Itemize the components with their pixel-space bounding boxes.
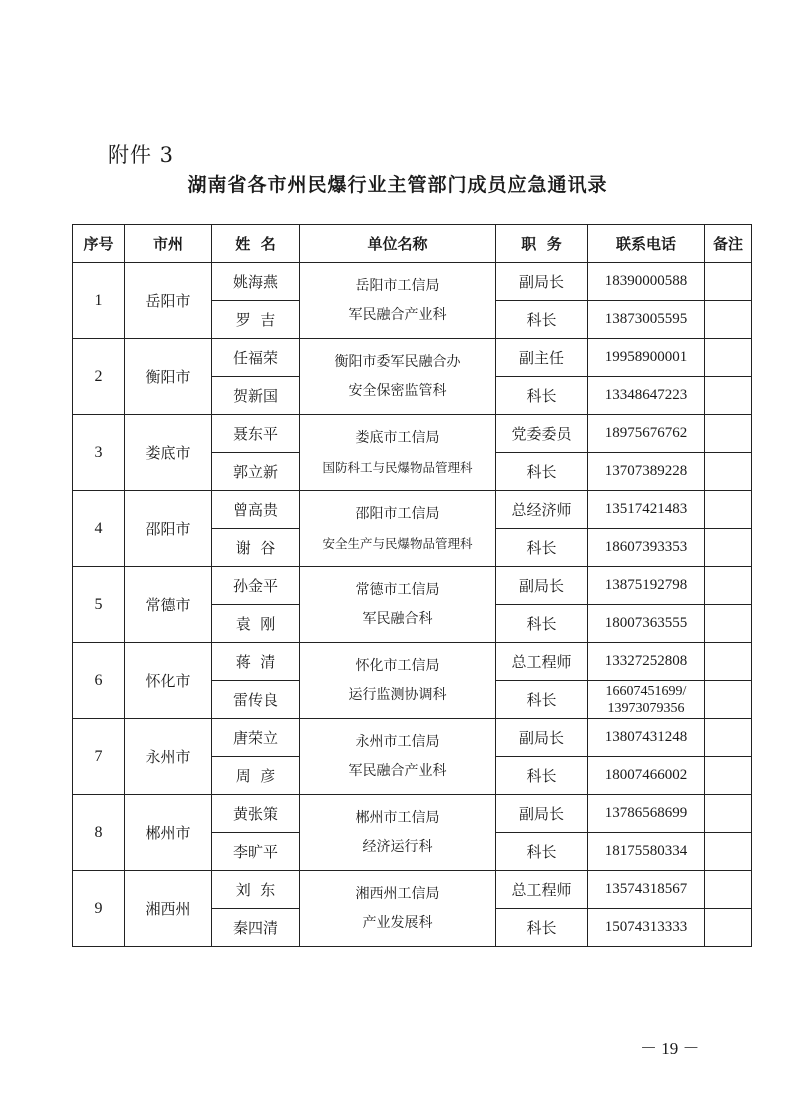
phone-cell (588, 833, 705, 871)
table-row (73, 415, 752, 453)
member-name-cell: 任福荣 (212, 339, 300, 377)
note-cell (705, 681, 752, 719)
member-name-cell: 雷传良 (212, 681, 300, 719)
header-title: 职 务 (496, 225, 588, 263)
member-name-cell: 聂东平 (212, 415, 300, 453)
unit-cell (300, 339, 496, 415)
note-cell (705, 833, 752, 871)
table-row (73, 795, 752, 833)
phone-number: 18007363555 (604, 615, 688, 631)
unit-line: 安全生产与民爆物品管理科 (322, 535, 473, 551)
member-title-cell: 科长 (496, 453, 588, 491)
unit-line: 娄底市工信局 (355, 429, 440, 446)
city-cell: 岳阳市 (125, 263, 212, 339)
member-title-cell: 总经济师 (496, 491, 588, 529)
phone-cell (588, 795, 705, 833)
city-cell: 常德市 (125, 567, 212, 643)
phone-number: 19958900001 (604, 349, 688, 365)
note-cell (705, 529, 752, 567)
phone-number: 13327252808 (604, 653, 688, 669)
page-number: － 19 － (640, 1039, 700, 1058)
table-row (73, 567, 752, 605)
unit-line: 军民融合产业科 (348, 306, 447, 323)
seq-cell: 7 (73, 719, 125, 795)
header-phone: 联系电话 (588, 225, 705, 263)
member-name-cell: 李旷平 (212, 833, 300, 871)
member-title-cell: 副局长 (496, 263, 588, 301)
note-cell (705, 871, 752, 909)
header-row (73, 225, 752, 263)
member-name-cell: 谢 谷 (212, 529, 300, 567)
header-name: 姓 名 (212, 225, 300, 263)
phone-cell (588, 491, 705, 529)
phone-number: 15074313333 (604, 919, 688, 935)
header-unit: 单位名称 (300, 225, 496, 263)
member-name-cell: 唐荣立 (212, 719, 300, 757)
unit-line: 湘西州工信局 (355, 885, 440, 902)
city-cell: 郴州市 (125, 795, 212, 871)
phone-number: 13875192798 (604, 577, 688, 593)
unit-cell (300, 643, 496, 719)
member-title-cell: 科长 (496, 605, 588, 643)
note-cell (705, 567, 752, 605)
phone-number: 18607393353 (604, 539, 688, 555)
city-cell: 湘西州 (125, 871, 212, 947)
header-seq: 序号 (73, 225, 125, 263)
note-cell (705, 263, 752, 301)
phone-cell (588, 529, 705, 567)
unit-line: 军民融合科 (362, 610, 433, 627)
unit-line: 安全保密监管科 (348, 382, 447, 399)
note-cell (705, 643, 752, 681)
phone-cell (588, 567, 705, 605)
phone-cell (588, 719, 705, 757)
city-cell: 邵阳市 (125, 491, 212, 567)
city-cell: 娄底市 (125, 415, 212, 491)
table-row (73, 719, 752, 757)
unit-cell (300, 491, 496, 567)
note-cell (705, 491, 752, 529)
seq-cell: 3 (73, 415, 125, 491)
phone-cell (588, 643, 705, 681)
unit-line: 郴州市工信局 (355, 809, 440, 826)
member-title-cell: 科长 (496, 909, 588, 947)
note-cell (705, 605, 752, 643)
member-title-cell: 副局长 (496, 719, 588, 757)
phone-number: 18007466002 (604, 767, 688, 783)
member-name-cell: 秦四清 (212, 909, 300, 947)
phone-cell (588, 871, 705, 909)
note-cell (705, 757, 752, 795)
phone-cell (588, 757, 705, 795)
unit-cell (300, 719, 496, 795)
seq-cell: 8 (73, 795, 125, 871)
table-row (73, 871, 752, 909)
seq-cell: 9 (73, 871, 125, 947)
header-city: 市州 (125, 225, 212, 263)
member-name-cell: 黄张策 (212, 795, 300, 833)
document-title: 湖南省各市州民爆行业主管部门成员应急通讯录 (187, 174, 608, 196)
phone-number: 13348647223 (604, 387, 688, 403)
note-cell (705, 453, 752, 491)
table-row (73, 491, 752, 529)
unit-cell (300, 567, 496, 643)
phone-cell (588, 301, 705, 339)
note-cell (705, 719, 752, 757)
member-name-cell: 刘 东 (212, 871, 300, 909)
member-name-cell: 袁 刚 (212, 605, 300, 643)
phone-number: 16607451699/ (605, 683, 687, 699)
city-cell: 怀化市 (125, 643, 212, 719)
unit-line: 军民融合产业科 (348, 762, 447, 779)
phone-number: 13707389228 (604, 463, 688, 479)
unit-line: 岳阳市工信局 (355, 277, 440, 294)
seq-cell: 1 (73, 263, 125, 339)
note-cell (705, 909, 752, 947)
member-title-cell: 科长 (496, 757, 588, 795)
member-title-cell: 科长 (496, 301, 588, 339)
phone-cell (588, 909, 705, 947)
member-name-cell: 周 彦 (212, 757, 300, 795)
note-cell (705, 415, 752, 453)
phone-cell (588, 605, 705, 643)
header-note: 备注 (705, 225, 752, 263)
member-name-cell: 孙金平 (212, 567, 300, 605)
member-name-cell: 蒋 清 (212, 643, 300, 681)
phone-number: 13517421483 (604, 501, 688, 517)
phone-cell (588, 377, 705, 415)
note-cell (705, 339, 752, 377)
table-row (73, 643, 752, 681)
city-cell: 衡阳市 (125, 339, 212, 415)
unit-line: 运行监测协调科 (348, 686, 447, 703)
phone-number: 13873005595 (604, 311, 688, 327)
unit-cell (300, 263, 496, 339)
seq-cell: 5 (73, 567, 125, 643)
unit-line: 常德市工信局 (355, 581, 440, 598)
unit-line: 国防科工与民爆物品管理科 (322, 459, 473, 475)
attachment-label: 附件 3 (108, 143, 175, 167)
phone-number: 13807431248 (604, 729, 688, 745)
phone-number: 13786568699 (604, 805, 688, 821)
city-cell: 永州市 (125, 719, 212, 795)
phone-cell (588, 339, 705, 377)
phone-number: 13973079356 (607, 700, 685, 716)
seq-cell: 6 (73, 643, 125, 719)
phone-cell (588, 415, 705, 453)
member-title-cell: 总工程师 (496, 871, 588, 909)
member-name-cell: 贺新国 (212, 377, 300, 415)
unit-line: 经济运行科 (362, 838, 433, 855)
member-title-cell: 副局长 (496, 567, 588, 605)
unit-line: 衡阳市委军民融合办 (334, 353, 461, 370)
phone-number: 18175580334 (604, 843, 688, 859)
seq-cell: 4 (73, 491, 125, 567)
note-cell (705, 301, 752, 339)
phone-cell (588, 453, 705, 491)
member-title-cell: 科长 (496, 529, 588, 567)
unit-line: 邵阳市工信局 (355, 505, 440, 522)
seq-cell: 2 (73, 339, 125, 415)
member-title-cell: 副局长 (496, 795, 588, 833)
unit-cell (300, 871, 496, 947)
note-cell (705, 795, 752, 833)
unit-cell (300, 795, 496, 871)
table-row (73, 263, 752, 301)
phone-number: 18390000588 (604, 273, 688, 289)
contact-table (72, 224, 752, 947)
member-title-cell: 党委委员 (496, 415, 588, 453)
member-name-cell: 郭立新 (212, 453, 300, 491)
member-title-cell: 科长 (496, 681, 588, 719)
member-name-cell: 曾高贵 (212, 491, 300, 529)
note-cell (705, 377, 752, 415)
member-name-cell: 姚海燕 (212, 263, 300, 301)
member-title-cell: 总工程师 (496, 643, 588, 681)
phone-cell (588, 681, 705, 719)
unit-line: 怀化市工信局 (355, 657, 440, 674)
member-name-cell: 罗 吉 (212, 301, 300, 339)
unit-line: 产业发展科 (362, 914, 433, 931)
phone-cell (588, 263, 705, 301)
member-title-cell: 科长 (496, 377, 588, 415)
member-title-cell: 科长 (496, 833, 588, 871)
table-row (73, 339, 752, 377)
unit-cell (300, 415, 496, 491)
unit-line: 永州市工信局 (355, 733, 440, 750)
phone-number: 13574318567 (604, 881, 688, 897)
member-title-cell: 副主任 (496, 339, 588, 377)
phone-number: 18975676762 (604, 425, 688, 441)
